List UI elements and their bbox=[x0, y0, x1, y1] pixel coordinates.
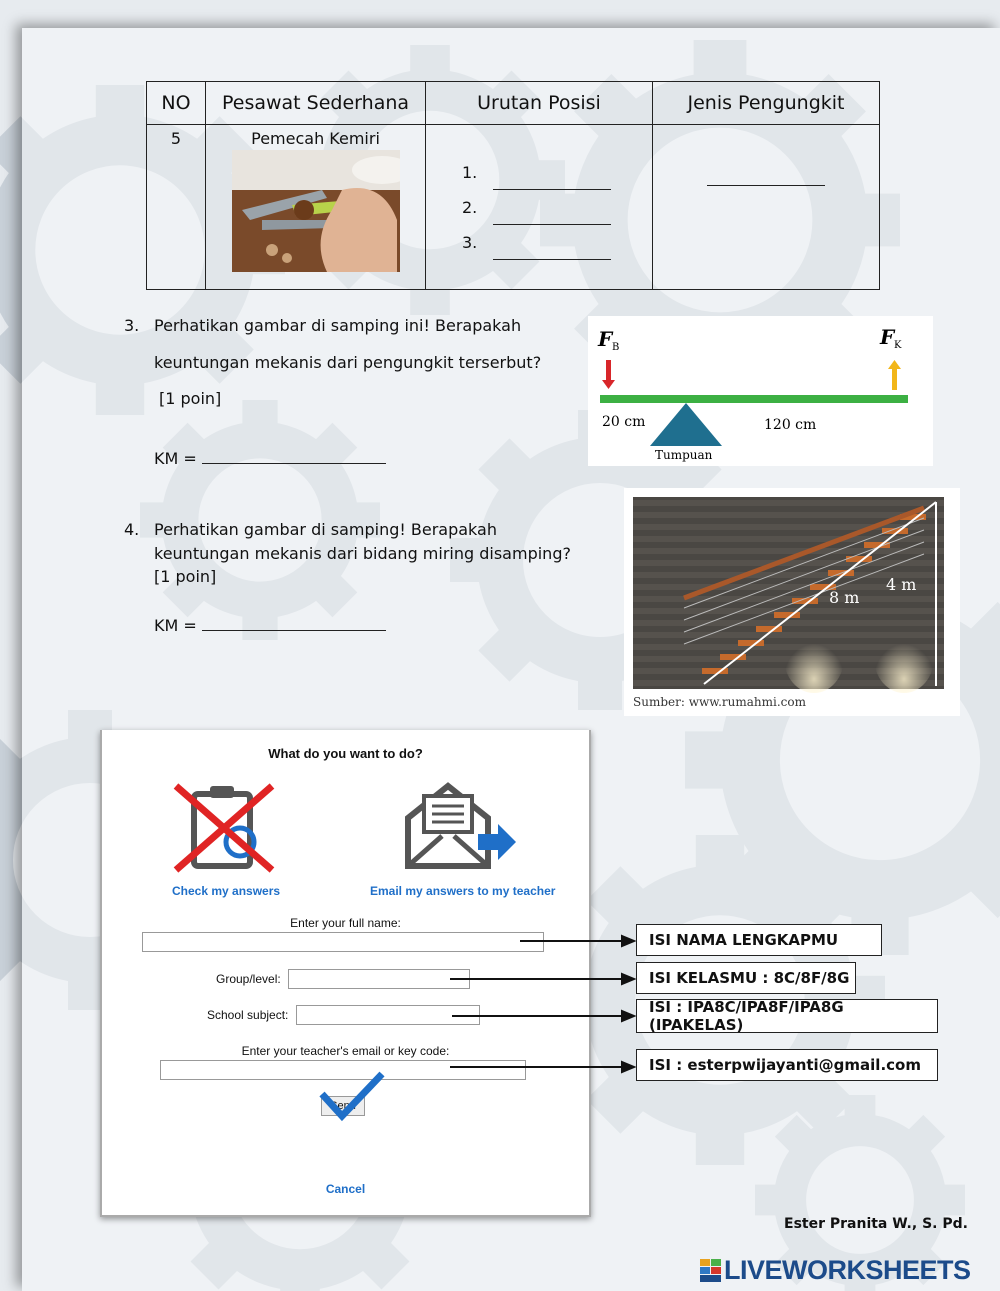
position-3-blank[interactable] bbox=[493, 243, 611, 260]
dialog-title: What do you want to do? bbox=[268, 746, 423, 761]
name-label: Enter your full name: bbox=[290, 916, 401, 930]
instruction-subject: ISI : IPA8C/IPA8F/IPA8G (IPAKELAS) bbox=[636, 999, 938, 1033]
header-position: Urutan Posisi bbox=[426, 82, 653, 125]
lever-diagram bbox=[588, 316, 933, 466]
lever-beam bbox=[600, 395, 908, 403]
send-button[interactable]: Send bbox=[321, 1096, 365, 1116]
q4-line1: Perhatikan gambar di samping! Berapakah bbox=[154, 520, 497, 539]
stairs-source: Sumber: www.rumahmi.com bbox=[633, 695, 806, 709]
stairs-height: 4 m bbox=[886, 575, 917, 594]
fulcrum-triangle bbox=[650, 403, 722, 446]
position-2-blank[interactable] bbox=[493, 208, 611, 225]
fb-sub: B bbox=[612, 342, 620, 353]
header-lever-type: Jenis Pengungkit bbox=[653, 82, 880, 125]
group-label: Group/level: bbox=[216, 972, 281, 986]
q3-km-label: KM = bbox=[154, 449, 197, 468]
instruction-class: ISI KELASMU : 8C/8F/8G bbox=[636, 962, 856, 994]
force-down-arrow-head bbox=[602, 380, 615, 389]
q4-km-answer[interactable] bbox=[202, 616, 386, 631]
fk-sub: K bbox=[894, 340, 902, 351]
stairs-svg bbox=[624, 488, 960, 716]
lever-type-blank[interactable] bbox=[707, 169, 825, 186]
stairs-figure bbox=[624, 488, 960, 716]
check-mark-icon bbox=[316, 1068, 388, 1124]
force-up-arrow-shaft bbox=[892, 368, 897, 390]
check-answers-label[interactable]: Check my answers bbox=[172, 884, 281, 898]
instruction-arrows bbox=[440, 920, 640, 1080]
q4-line2: keuntungan mekanis dari bidang miring disamping? bbox=[154, 544, 571, 563]
simple-machine-table bbox=[146, 81, 880, 290]
author-name: Ester Pranita W., S. Pd. bbox=[784, 1216, 968, 1232]
instruction-email: ISI : esterpwijayanti@gmail.com bbox=[636, 1049, 938, 1081]
email-teacher-icon[interactable] bbox=[402, 778, 522, 874]
q3-points: [1 poin] bbox=[159, 389, 222, 408]
nutcracker-photo bbox=[232, 150, 400, 272]
position-1-num: 1. bbox=[462, 162, 478, 182]
fk-label: F bbox=[880, 325, 895, 349]
q4-points: [1 poin] bbox=[154, 567, 217, 586]
q4-number: 4. bbox=[124, 520, 140, 539]
header-no: NO bbox=[147, 82, 206, 125]
check-answers-icon[interactable] bbox=[164, 780, 284, 880]
position-2-num: 2. bbox=[462, 197, 478, 217]
force-up-arrow-head bbox=[888, 360, 901, 369]
right-length: 120 cm bbox=[764, 417, 817, 433]
teacher-label: Enter your teacher's email or key code: bbox=[241, 1044, 450, 1058]
position-1-blank[interactable] bbox=[493, 173, 611, 190]
fulcrum-label: Tumpuan bbox=[655, 448, 713, 462]
email-teacher-label[interactable]: Email my answers to my teacher bbox=[370, 884, 556, 898]
liveworksheets-logo-icon bbox=[700, 1259, 722, 1283]
machine-name: Pemecah Kemiri bbox=[251, 129, 380, 148]
instruction-name: ISI NAMA LENGKAPMU bbox=[636, 924, 882, 956]
fb-label: F bbox=[598, 327, 613, 351]
stairs-length: 8 m bbox=[829, 588, 860, 607]
q3-km-answer[interactable] bbox=[202, 449, 386, 464]
lever-svg bbox=[588, 316, 933, 466]
header-machine: Pesawat Sederhana bbox=[206, 82, 426, 125]
subject-label: School subject: bbox=[207, 1008, 289, 1022]
brand-name: LIVEWORKSHEETS bbox=[724, 1255, 971, 1285]
q3-line1: Perhatikan gambar di samping ini! Berapakah bbox=[154, 316, 522, 335]
force-down-arrow-shaft bbox=[606, 360, 611, 380]
q3-line2: keuntungan mekanis dari pengungkit terserbut? bbox=[154, 353, 542, 372]
brand-logo[interactable] bbox=[700, 1255, 971, 1286]
left-length: 20 cm bbox=[602, 414, 646, 430]
row-no: 5 bbox=[147, 125, 206, 290]
cancel-button[interactable]: Cancel bbox=[325, 1182, 366, 1196]
q3-number: 3. bbox=[124, 316, 140, 335]
q4-km-label: KM = bbox=[154, 616, 197, 635]
position-list bbox=[462, 155, 652, 260]
position-3-num: 3. bbox=[462, 232, 478, 252]
